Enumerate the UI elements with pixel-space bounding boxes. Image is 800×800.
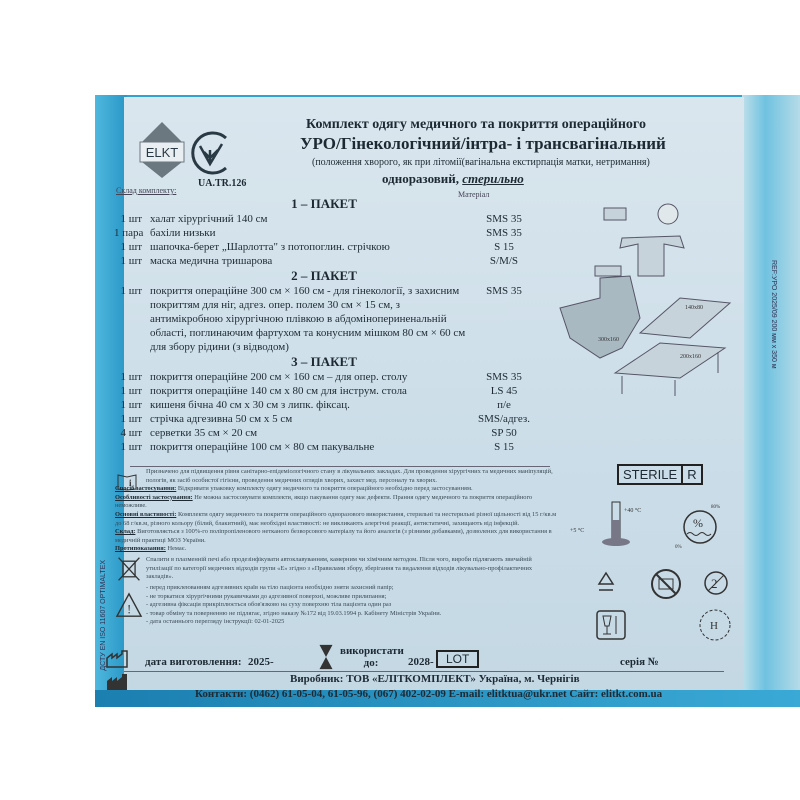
item-qty: 1 шт [120, 371, 142, 383]
temp-min: +5 °C [570, 528, 585, 534]
item-qty: 1 шт [120, 385, 142, 397]
item-desc: покриття операційне 140 см х 80 см для інструм. стола [150, 385, 407, 397]
warning-icon [115, 592, 143, 618]
sterile-method: R [681, 466, 700, 483]
sterile-text: STERILE [623, 467, 678, 482]
humidity-max: 80% [711, 505, 721, 510]
contraindications-text [115, 545, 560, 554]
series-label: серія № [620, 656, 659, 668]
use-by-value: 2028- [408, 656, 434, 668]
package-1-title: 1 – ПАКЕТ [291, 196, 357, 211]
item-material: SP 50 [491, 427, 517, 439]
drape-drawing [560, 276, 640, 358]
item-desc: покриття операційне 100 см × 80 см пакувальне [150, 441, 375, 453]
list-item [114, 226, 534, 240]
product-sterility [382, 171, 524, 186]
mask-drawing [604, 208, 626, 220]
hydrophobic-icon [698, 608, 732, 642]
item-qty: 1 шт [120, 241, 142, 253]
table-cover-size: 200x160 [680, 354, 701, 360]
cap-drawing [658, 204, 678, 224]
item-qty: 1 шт [120, 255, 142, 267]
purpose-text: Призначено для підвищення рівня санітарно-епідеміологічного стану в лікувальних закладах. Для проведення хірургічних та медичних маніпуляцій, пологів, як засіб особистої гігієни, проведення медичних оглядів хворих, захист мед. персоналу та хворих. [146, 468, 553, 484]
certificate-code: UA.TR.126 [198, 178, 247, 189]
do-not-reuse-icon [703, 570, 729, 596]
manufacture-date-icon [106, 650, 128, 668]
svg-text:%: % [693, 516, 703, 530]
properties-label: Основні властивості: [115, 510, 177, 518]
manufactured-label: дата виготовлення: [145, 656, 242, 668]
svg-text:!: ! [127, 602, 132, 617]
composition-value: Виготовляється з 100%-го поліпропіленового нетканого безворсового матеріалу та його аналогів (з різними добавками), дозволених для використання в медичній практиці МОЗ України. [115, 528, 552, 544]
item-desc: покриття операційне 300 см × 160 см - для гінекології, з захисним покриттям для ніг, адгез. опер. полем 30 см × 15 см, з антимікробною хірургічною плівкою в абдомінопериненальній області, поглинаючим фартухом та конусним мішком 80 см × 60 см для збору рідини (з відводом) [150, 285, 466, 353]
package-seal-strip [742, 95, 800, 707]
list-item [114, 212, 534, 226]
composition-label: Склад комплекту: [116, 186, 177, 195]
disposable-label: одноразовий, [382, 171, 459, 186]
manufacturer-info: Виробник: ТОВ «ЕЛІТКОМПЛЕКТ» Україна, м. Чернігів [290, 673, 580, 685]
product-title-line2: УРО/Гінекологічний/інтра- і трансвагінальний [300, 134, 666, 153]
drape-size: 300x160 [598, 337, 619, 343]
sterile-label: стерильно [462, 171, 524, 186]
features-label: Особливості застосування: [115, 493, 193, 501]
warnings-list [146, 584, 441, 627]
contraindications-value: Немає. [167, 545, 187, 553]
disposal-section [115, 556, 560, 582]
item-material: SMS 35 [486, 285, 522, 297]
item-qty: 1 шт [120, 441, 142, 453]
package-3-title: 3 – ПАКЕТ [291, 354, 357, 369]
item-desc: маска медична тришарова [150, 255, 273, 267]
seal-strip-text: REF:УРО 2025/09 200 мм x 350 м [770, 260, 777, 369]
list-item [114, 412, 534, 426]
ua-conformity-mark-icon [188, 130, 234, 176]
recycle-icon [593, 570, 619, 596]
warnings-section [115, 584, 560, 627]
composition-label-info: Склад: [115, 528, 136, 536]
shoe-covers-drawing [595, 266, 621, 276]
hourglass-icon [318, 644, 334, 670]
item-material: S 15 [494, 441, 514, 453]
sterile-badge [617, 464, 703, 485]
item-desc: халат хірургічний 140 см [150, 213, 268, 225]
item-material: SMS 35 [486, 371, 522, 383]
package-list [114, 196, 534, 454]
svg-text:2: 2 [711, 576, 718, 591]
item-material: SMS/адгез. [477, 413, 531, 425]
properties-text [115, 511, 560, 528]
item-desc: кишеня бічна 40 см х 30 см з липк. фіксац. [150, 399, 350, 411]
list-item [114, 254, 534, 268]
humidity-min: 0% [675, 545, 682, 550]
manufactured-value: 2025- [248, 656, 274, 668]
kit-illustration [560, 198, 750, 398]
item-material: SMS 35 [486, 213, 522, 225]
item-desc: стрічка адгезивна 50 см х 5 см [150, 413, 293, 425]
list-item [114, 426, 534, 440]
item-material: п/е [497, 399, 511, 411]
usage-label: Спосіб застосування: [115, 485, 177, 493]
warning-item: - адгезивна фіксація прикріплюється обов'язково на суху поверхню тіла пацієнта один раз [146, 601, 392, 609]
elkt-logo [140, 120, 184, 180]
humidity-limit-icon [675, 500, 735, 550]
item-material: LS 45 [490, 385, 518, 397]
manufacturer-icon [106, 673, 128, 691]
warning-item: - не торкатися хірургічними рукавичками до адгезивної поверхні, можливе прилипання; [146, 592, 387, 600]
brand-text: ELKT [145, 145, 179, 160]
temperature-limit-icon [570, 500, 650, 550]
list-item [114, 384, 534, 398]
list-item [114, 398, 534, 412]
package-2-title: 2 – ПАКЕТ [291, 268, 357, 283]
usage-text [115, 485, 560, 494]
item-qty: 1 пара [114, 227, 144, 239]
item-material: S 15 [494, 241, 514, 253]
item-qty: 1 шт [120, 285, 142, 297]
instrument-cover-size: 140x80 [685, 305, 703, 311]
item-desc: покриття операційне 200 см × 160 см – для опер. столу [150, 371, 408, 383]
item-desc: серветки 35 см × 20 см [150, 427, 258, 439]
warning-item: - перед приклеюванням адгезивних країв на тіло пацієнта необхідно зняти захисний папір; [146, 583, 394, 591]
item-desc: бахіли низьки [150, 227, 216, 239]
list-item [114, 370, 534, 384]
waste-bin-crossed-icon [115, 556, 143, 582]
warning-item: - товар обміну та поверненню не підлягає, згідно наказу №172 від 19.03.1994 р. Кабінету Міністрів України. [146, 609, 442, 617]
list-item [114, 284, 534, 354]
contacts-info: Контакти: (0462) 61-05-04, 61-05-96, (067) 402-02-09 E-mail: elitktua@ukr.net Сайт: elitkt.com.ua [195, 688, 663, 700]
instrument-cover-drawing [640, 298, 730, 338]
item-material: SMS 35 [486, 227, 522, 239]
divider [124, 671, 724, 672]
divider [130, 466, 550, 467]
table-drawing [615, 343, 725, 378]
temp-max: +40 °C [624, 508, 642, 514]
item-qty: 1 шт [120, 413, 142, 425]
material-column-label: Матеріал [458, 190, 490, 199]
svg-text:H: H [710, 620, 718, 632]
do-not-use-if-damaged-icon [650, 568, 682, 600]
item-qty: 4 шт [120, 427, 142, 439]
product-title-note: (положення хворого, як при літомії(вагінальна екстирпація матки, нетримання) [312, 157, 650, 168]
item-qty: 1 шт [120, 399, 142, 411]
usage-value: Відкривати упаковку комплекту одягу медичного та покриття операційного необхідно перед застосуванням. [177, 485, 473, 493]
item-material: S/M/S [489, 255, 519, 267]
lot-box: LOT [436, 650, 479, 668]
left-edge-text: ДСТУ EN ISO 11607 OPTIMALTEX [100, 560, 107, 671]
composition-text [115, 528, 560, 545]
features-value: Не можна застосовувати комплекти, якщо пакування одягу має дефекти. Прання одягу медичного та покриття операційного неможливе. [115, 493, 533, 510]
instructions-block [115, 468, 560, 627]
warning-item: - дата останнього перегляду інструкції: 02-01-2025 [146, 618, 285, 626]
gown-drawing [620, 236, 684, 276]
item-desc: шапочка-берет „Шарлотта" з потопоглин. стрічкою [150, 241, 390, 253]
contraindications-label: Протипоказання: [115, 545, 166, 553]
list-item [114, 440, 534, 454]
item-qty: 1 шт [120, 213, 142, 225]
properties-value: Комплекти одягу медичного та покриття операційного одноразового використання, стерильні та нестерильні різної щільності від 15 г/кв.м до 68 г/кв.м, різного кольору (білий, блакитний), має необхідні властивості: не викликають алергічні реакції, антистатичні, захищають від інфекцій. [115, 510, 557, 527]
disposal-text: Спалити в плазменній печі або продезінфікувати автоклавуванням, камерним чи хімічним методом. Після чого, вироби підлягають звичайній утилізації по категорії медичних відходів групи «Е» згідно з «Правилами збору, зберігання та видалення відходів лікувально-профілактичних закладів». [146, 555, 533, 581]
list-item [114, 240, 534, 254]
features-text [115, 494, 560, 511]
product-title-line1: Комплект одягу медичного та покриття операційного [306, 117, 646, 132]
food-contact-safe-icon [596, 610, 626, 640]
svg-text:i: i [129, 478, 132, 488]
use-by-label: використати до: [340, 645, 404, 669]
